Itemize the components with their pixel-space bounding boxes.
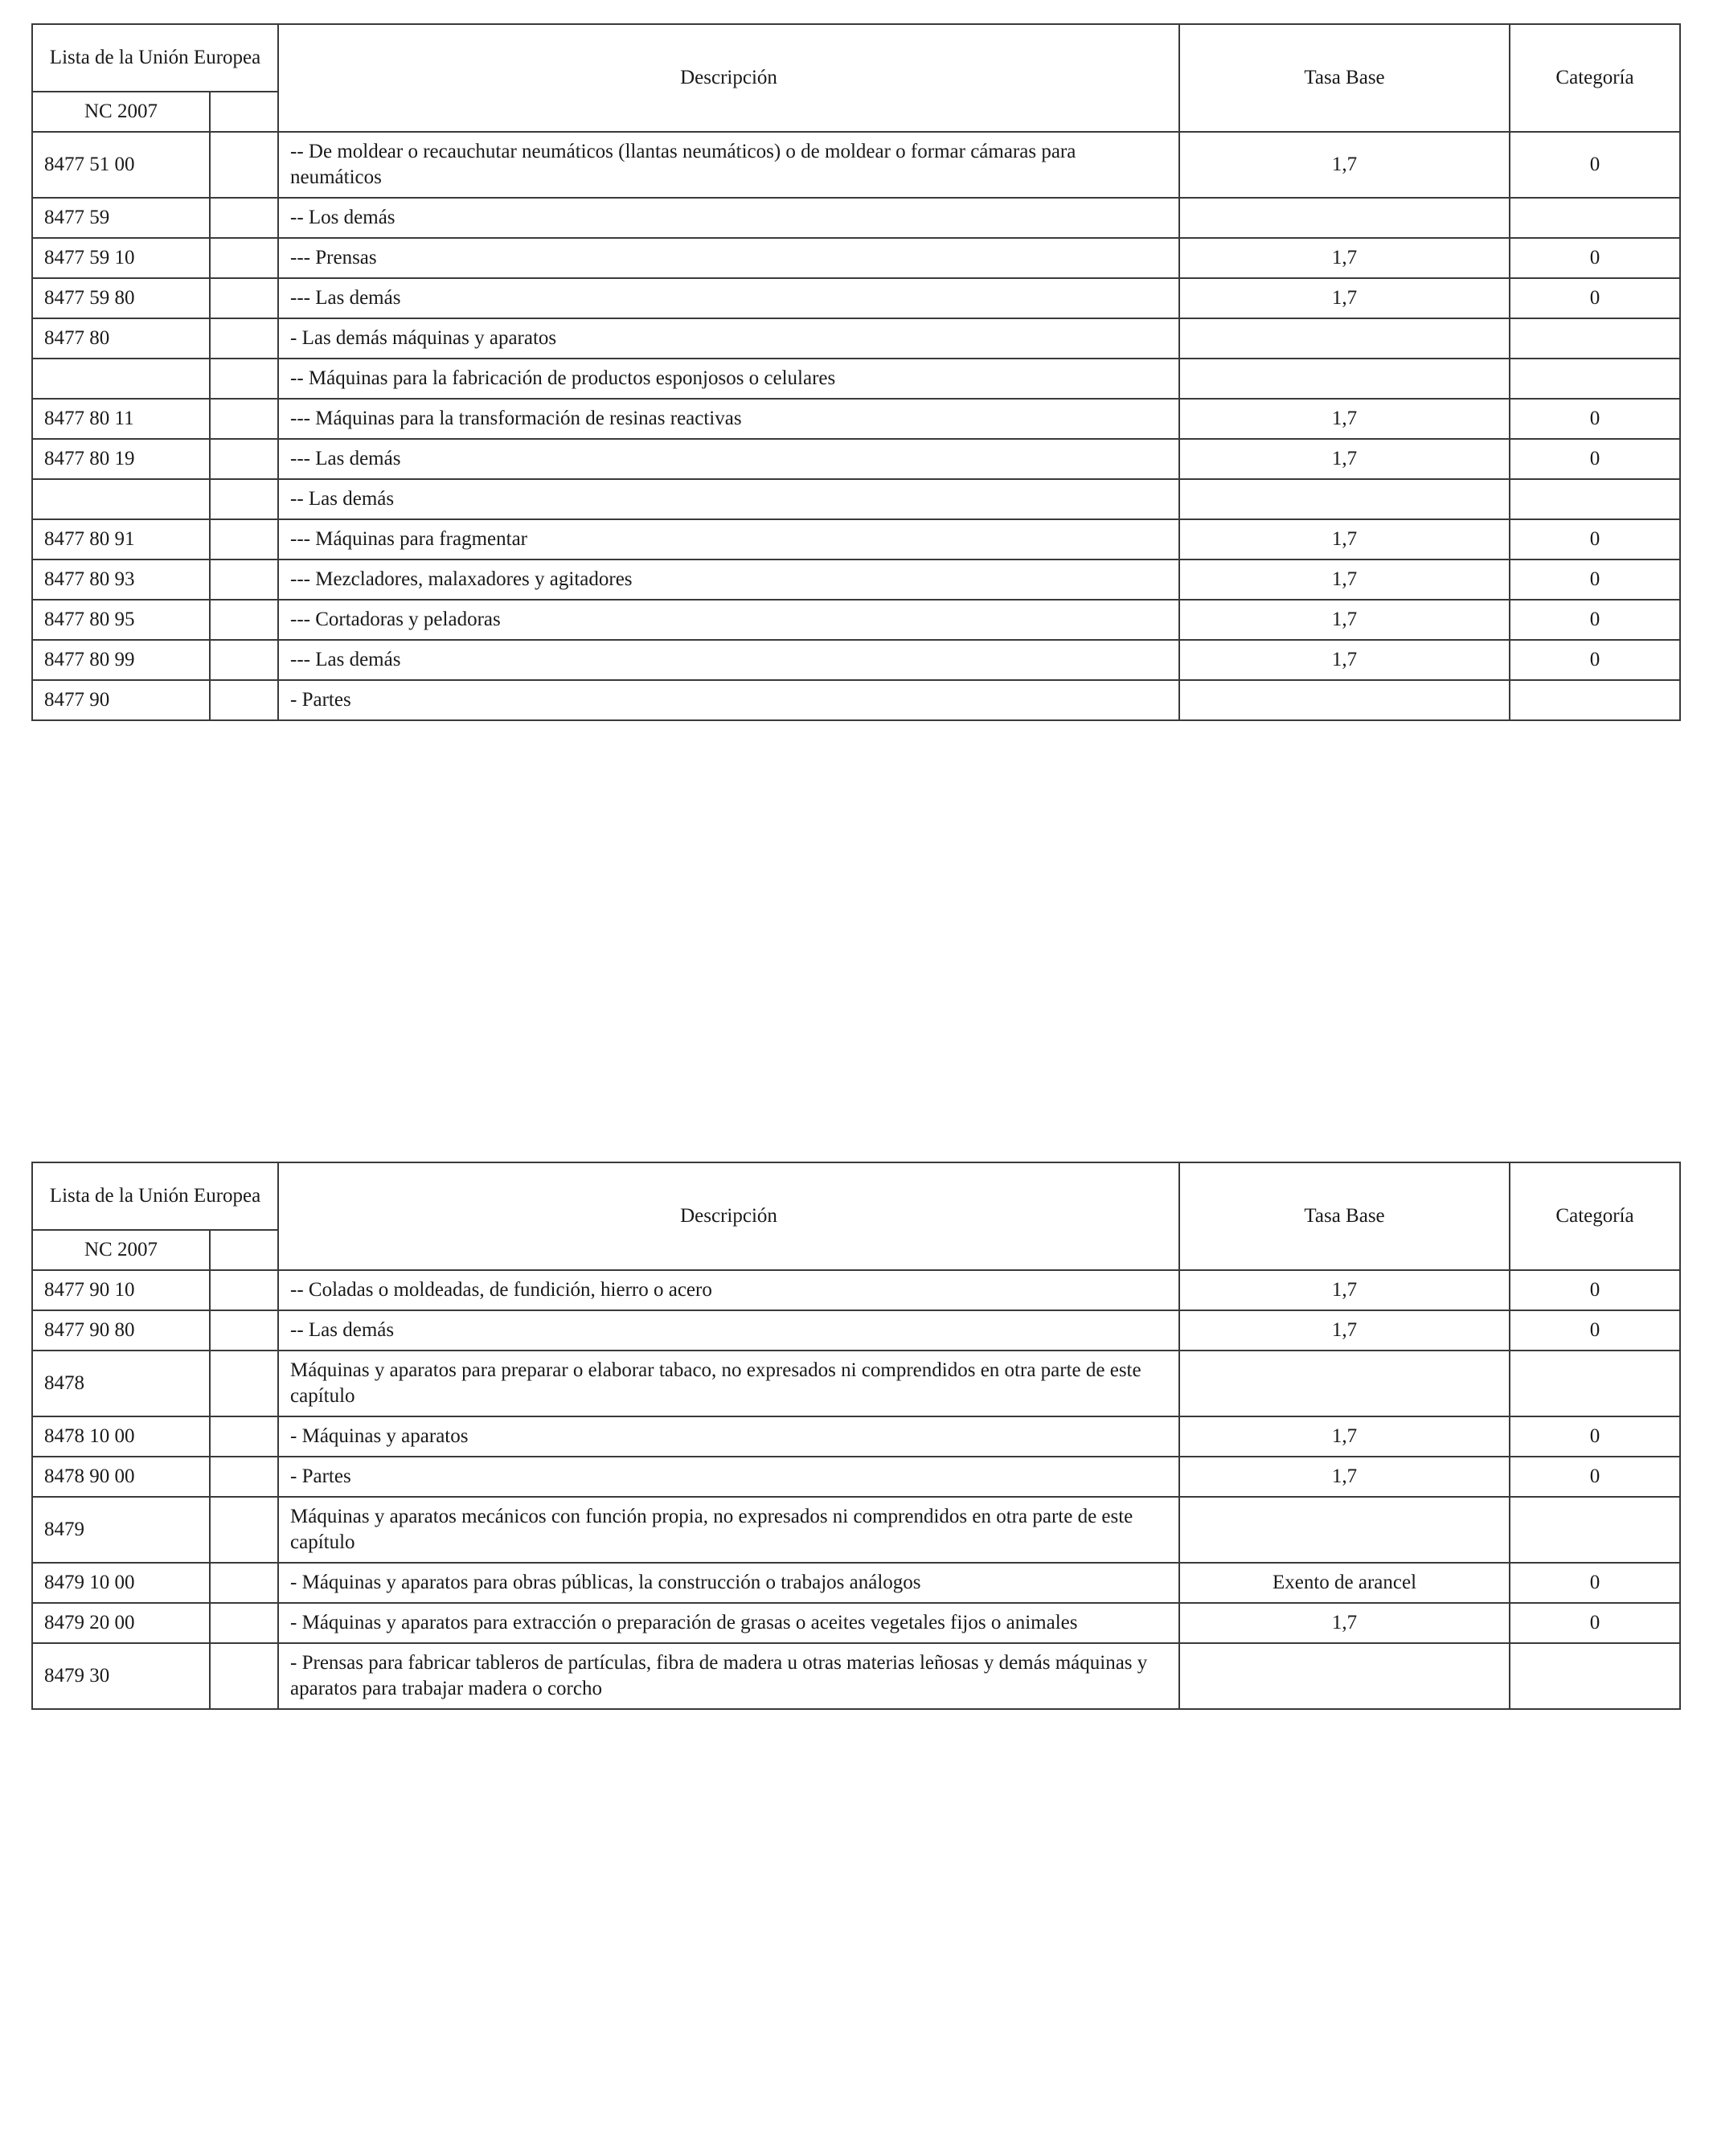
code-cell: 8479 10 00 [32, 1563, 210, 1603]
category-cell [1510, 1643, 1680, 1709]
rate-cell: 1,7 [1179, 238, 1510, 278]
rate-cell: 1,7 [1179, 519, 1510, 559]
blank-cell [210, 1351, 278, 1416]
category-cell [1510, 479, 1680, 519]
blank-cell [210, 1603, 278, 1643]
blank-cell [210, 1310, 278, 1351]
code-cell: 8477 80 95 [32, 600, 210, 640]
description-cell: --- Las demás [278, 439, 1179, 479]
rate-cell: 1,7 [1179, 600, 1510, 640]
table-row [32, 1603, 1680, 1643]
nc-header-cell: NC 2007 [32, 92, 210, 132]
category-cell: 0 [1510, 1563, 1680, 1603]
blank-cell [210, 600, 278, 640]
description-cell: --- Mezcladores, malaxadores y agitadores [278, 559, 1179, 600]
description-cell: Máquinas y aparatos para preparar o elaborar tabaco, no expresados ni comprendidos en otra parte de este capítulo [278, 1351, 1179, 1416]
code-cell: 8477 59 [32, 198, 210, 238]
blank-cell [210, 1643, 278, 1709]
code-cell: 8477 90 10 [32, 1270, 210, 1310]
code-cell: 8477 90 80 [32, 1310, 210, 1351]
category-cell [1510, 198, 1680, 238]
table-row [32, 1270, 1680, 1310]
tariff-table-1 [31, 23, 1681, 721]
category-header-cell: Categoría [1510, 24, 1680, 132]
code-cell: 8478 90 00 [32, 1457, 210, 1497]
rate-cell: 1,7 [1179, 278, 1510, 318]
rate-cell: 1,7 [1179, 1603, 1510, 1643]
table-row [32, 1310, 1680, 1351]
category-cell: 0 [1510, 1270, 1680, 1310]
blank-cell [210, 359, 278, 399]
table-header-row [32, 1162, 1680, 1230]
category-cell [1510, 680, 1680, 720]
table-row [32, 439, 1680, 479]
blank-cell [210, 439, 278, 479]
category-header-cell: Categoría [1510, 1162, 1680, 1270]
rate-cell: 1,7 [1179, 1270, 1510, 1310]
table-row [32, 519, 1680, 559]
base-rate-header-cell: Tasa Base [1179, 24, 1510, 132]
rate-cell [1179, 479, 1510, 519]
description-header-cell: Descripción [278, 1162, 1179, 1270]
category-cell: 0 [1510, 439, 1680, 479]
category-cell [1510, 1497, 1680, 1563]
blank-cell [210, 519, 278, 559]
table-row [32, 640, 1680, 680]
description-header-cell: Descripción [278, 24, 1179, 132]
description-cell: --- Las demás [278, 640, 1179, 680]
blank-header-cell [210, 92, 278, 132]
table-row [32, 318, 1680, 359]
category-cell: 0 [1510, 1457, 1680, 1497]
rate-cell: 1,7 [1179, 1457, 1510, 1497]
blank-cell [210, 680, 278, 720]
blank-cell [210, 198, 278, 238]
rate-cell: 1,7 [1179, 439, 1510, 479]
code-cell: 8477 80 91 [32, 519, 210, 559]
description-cell: - Las demás máquinas y aparatos [278, 318, 1179, 359]
list-header-cell: Lista de la Unión Europea [32, 24, 278, 92]
rate-cell [1179, 359, 1510, 399]
table-row [32, 1497, 1680, 1563]
blank-cell [210, 1457, 278, 1497]
table-row [32, 600, 1680, 640]
description-cell: --- Máquinas para la transformación de resinas reactivas [278, 399, 1179, 439]
category-cell [1510, 318, 1680, 359]
rate-cell: Exento de arancel [1179, 1563, 1510, 1603]
nc-header-cell: NC 2007 [32, 1230, 210, 1270]
table-row [32, 1643, 1680, 1709]
category-cell: 0 [1510, 238, 1680, 278]
blank-cell [210, 399, 278, 439]
blank-cell [210, 1270, 278, 1310]
description-cell: - Partes [278, 1457, 1179, 1497]
blank-header-cell [210, 1230, 278, 1270]
category-cell: 0 [1510, 519, 1680, 559]
table-row [32, 1457, 1680, 1497]
description-cell: -- Las demás [278, 1310, 1179, 1351]
table-row [32, 559, 1680, 600]
rate-cell: 1,7 [1179, 559, 1510, 600]
rate-cell [1179, 1351, 1510, 1416]
code-cell: 8477 80 11 [32, 399, 210, 439]
category-cell: 0 [1510, 1603, 1680, 1643]
table-row [32, 479, 1680, 519]
code-cell [32, 359, 210, 399]
table-row [32, 1416, 1680, 1457]
code-cell: 8479 [32, 1497, 210, 1563]
description-cell: -- Las demás [278, 479, 1179, 519]
category-cell: 0 [1510, 640, 1680, 680]
description-cell: - Partes [278, 680, 1179, 720]
description-cell: --- Las demás [278, 278, 1179, 318]
table-row [32, 359, 1680, 399]
table-header-row [32, 24, 1680, 92]
rate-cell [1179, 1497, 1510, 1563]
code-cell: 8477 51 00 [32, 132, 210, 198]
blank-cell [210, 1563, 278, 1603]
rate-cell [1179, 198, 1510, 238]
code-cell: 8477 59 80 [32, 278, 210, 318]
rate-cell [1179, 1643, 1510, 1709]
description-cell: Máquinas y aparatos mecánicos con función propia, no expresados ni comprendidos en otra parte de este capítulo [278, 1497, 1179, 1563]
blank-cell [210, 1416, 278, 1457]
category-cell: 0 [1510, 278, 1680, 318]
category-cell: 0 [1510, 600, 1680, 640]
blank-cell [210, 640, 278, 680]
code-cell [32, 479, 210, 519]
code-cell: 8477 90 [32, 680, 210, 720]
blank-cell [210, 132, 278, 198]
description-cell: -- Los demás [278, 198, 1179, 238]
description-cell: - Máquinas y aparatos para extracción o preparación de grasas o aceites vegetales fijos o animales [278, 1603, 1179, 1643]
rate-cell [1179, 318, 1510, 359]
table-row [32, 1563, 1680, 1603]
description-cell: -- Coladas o moldeadas, de fundición, hierro o acero [278, 1270, 1179, 1310]
blank-cell [210, 238, 278, 278]
rate-cell [1179, 680, 1510, 720]
category-cell: 0 [1510, 399, 1680, 439]
table-row [32, 399, 1680, 439]
rate-cell: 1,7 [1179, 640, 1510, 680]
table-row [32, 1351, 1680, 1416]
category-cell: 0 [1510, 1310, 1680, 1351]
code-cell: 8477 80 93 [32, 559, 210, 600]
tariff-table-2 [31, 1162, 1681, 1710]
code-cell: 8478 [32, 1351, 210, 1416]
rate-cell: 1,7 [1179, 1310, 1510, 1351]
category-cell [1510, 1351, 1680, 1416]
table-row [32, 278, 1680, 318]
code-cell: 8477 80 19 [32, 439, 210, 479]
blank-cell [210, 559, 278, 600]
list-header-cell: Lista de la Unión Europea [32, 1162, 278, 1230]
blank-cell [210, 1497, 278, 1563]
category-cell: 0 [1510, 559, 1680, 600]
description-cell: - Prensas para fabricar tableros de partículas, fibra de madera u otras materias leñosas y demás máquinas y aparatos para trabajar madera o corcho [278, 1643, 1179, 1709]
blank-cell [210, 479, 278, 519]
rate-cell: 1,7 [1179, 1416, 1510, 1457]
description-cell: - Máquinas y aparatos [278, 1416, 1179, 1457]
table-row [32, 198, 1680, 238]
base-rate-header-cell: Tasa Base [1179, 1162, 1510, 1270]
description-cell: -- Máquinas para la fabricación de productos esponjosos o celulares [278, 359, 1179, 399]
code-cell: 8477 80 99 [32, 640, 210, 680]
table-row [32, 680, 1680, 720]
description-cell: --- Prensas [278, 238, 1179, 278]
category-cell: 0 [1510, 132, 1680, 198]
code-cell: 8479 20 00 [32, 1603, 210, 1643]
code-cell: 8479 30 [32, 1643, 210, 1709]
blank-cell [210, 318, 278, 359]
description-cell: -- De moldear o recauchutar neumáticos (llantas neumáticos) o de moldear o formar cámaras para neumáticos [278, 132, 1179, 198]
description-cell: --- Cortadoras y peladoras [278, 600, 1179, 640]
code-cell: 8477 80 [32, 318, 210, 359]
table-row [32, 132, 1680, 198]
rate-cell: 1,7 [1179, 399, 1510, 439]
table-row [32, 238, 1680, 278]
category-cell: 0 [1510, 1416, 1680, 1457]
category-cell [1510, 359, 1680, 399]
description-cell: --- Máquinas para fragmentar [278, 519, 1179, 559]
code-cell: 8478 10 00 [32, 1416, 210, 1457]
description-cell: - Máquinas y aparatos para obras públicas, la construcción o trabajos análogos [278, 1563, 1179, 1603]
rate-cell: 1,7 [1179, 132, 1510, 198]
blank-cell [210, 278, 278, 318]
code-cell: 8477 59 10 [32, 238, 210, 278]
